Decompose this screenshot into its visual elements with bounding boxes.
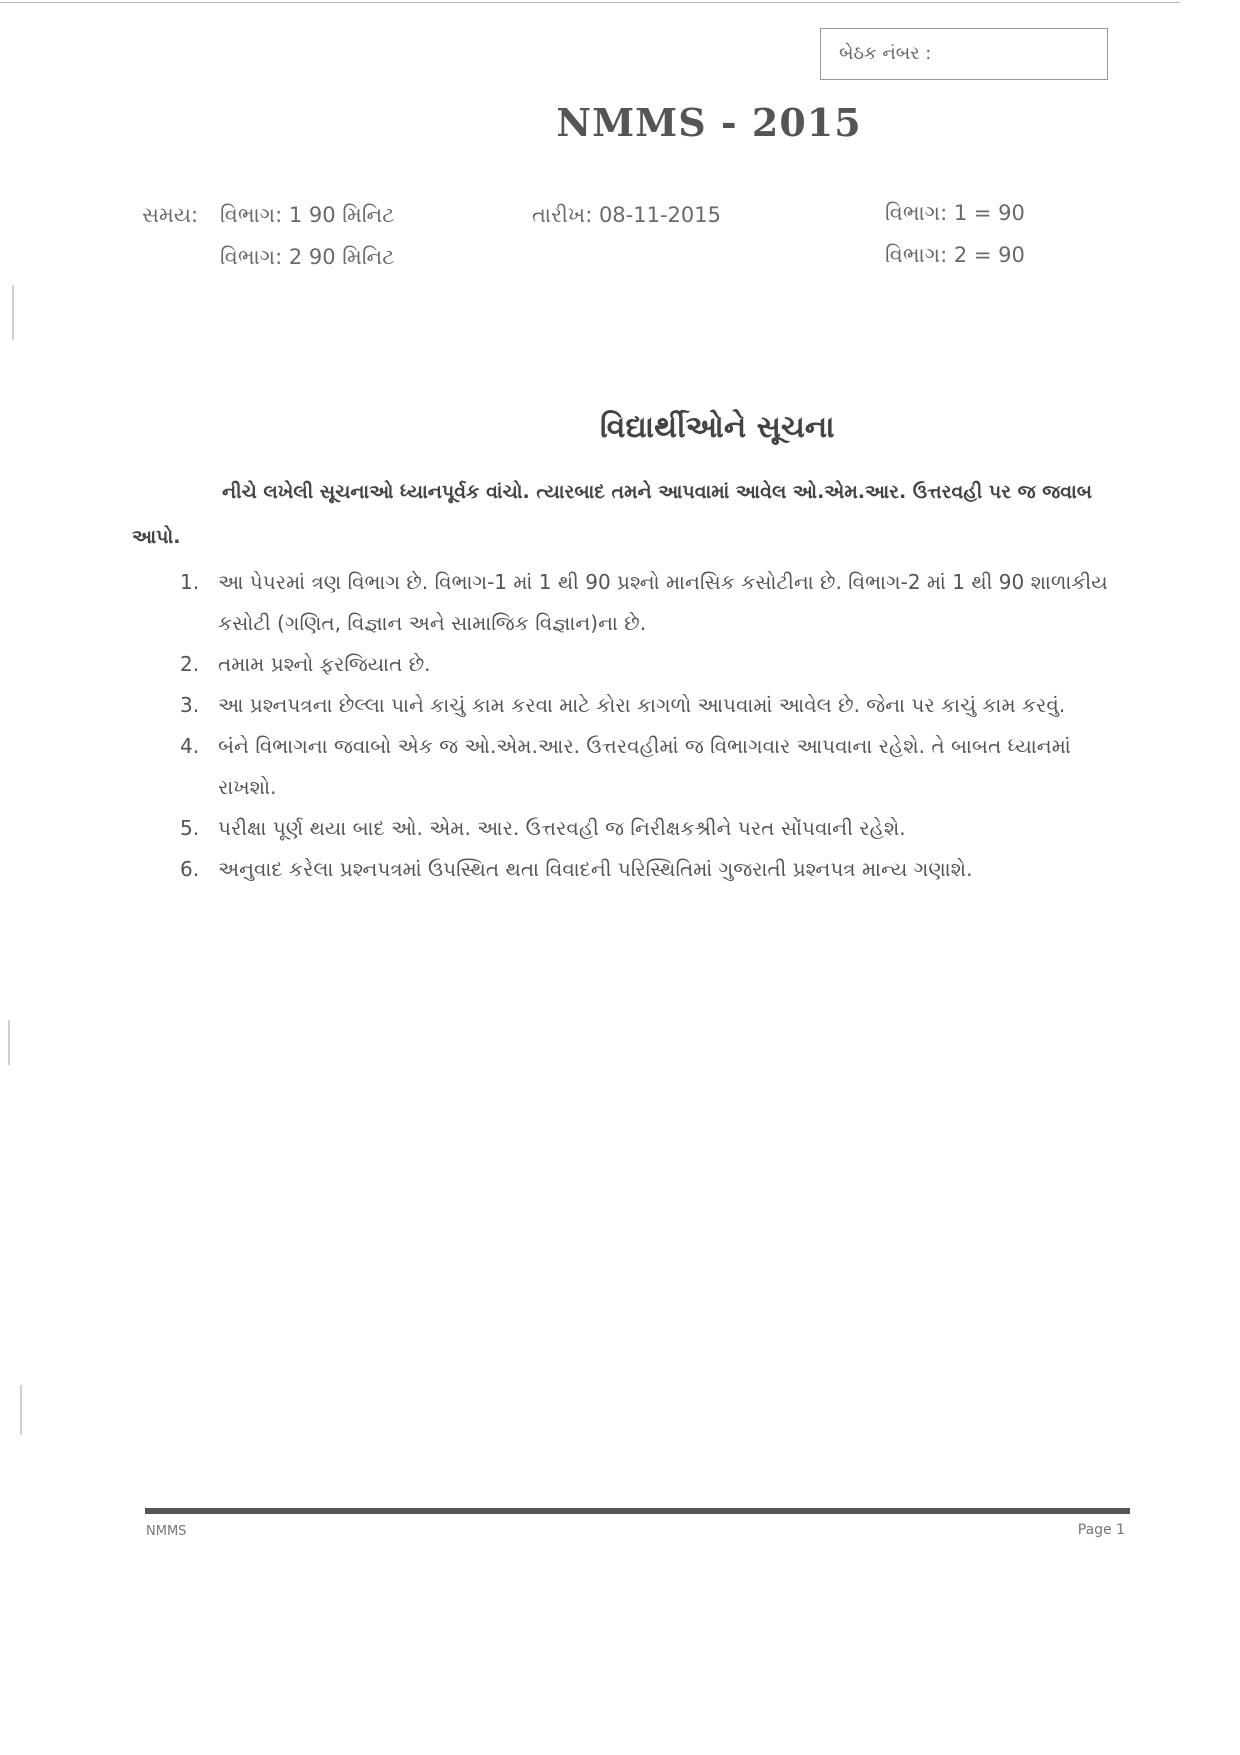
instruction-number: 2. — [180, 652, 200, 676]
intro-paragraph: નીચે લખેલી સૂચનાઓ ધ્યાનપૂર્વક વાંચો. ત્યારબાદ તમને આપવામાં આવેલ ઓ.એમ.આર. ઉત્તરવહી પર જ જવાબ આપો. — [132, 481, 1092, 548]
instruction-item — [180, 726, 1130, 808]
section2-time: વિભાગ: 2 90 મિનિટ — [220, 245, 395, 269]
top-edge-line — [0, 2, 1180, 3]
scan-mark — [8, 1020, 10, 1065]
instruction-number: 5. — [180, 816, 200, 840]
page-number: Page 1 — [1077, 1522, 1125, 1538]
instruction-item — [180, 849, 1130, 890]
instructions-heading: વિદ્યાર્થીઓને સૂચના — [600, 410, 835, 445]
section1-marks: વિભાગ: 1 = 90 — [885, 201, 1025, 225]
instruction-text: તમામ પ્રશ્નો ફરજિયાત છે. — [218, 652, 431, 676]
footer-label: NMMS — [146, 1524, 187, 1539]
instruction-number: 1. — [180, 570, 200, 594]
page-title: NMMS - 2015 — [556, 100, 862, 145]
instruction-text: અનુવાદ કરેલા પ્રશ્નપત્રમાં ઉપસ્થિત થતા વિવાદની પરિસ્થિતિમાં ગુજરાતી પ્રશ્નપત્ર માન્ય ગણાશે. — [218, 857, 973, 881]
instruction-number: 6. — [180, 857, 200, 881]
scan-mark — [20, 1385, 22, 1435]
instruction-item — [180, 808, 1130, 849]
section2-marks: વિભાગ: 2 = 90 — [885, 243, 1025, 267]
instruction-text: બંને વિભાગના જવાબો એક જ ઓ.એમ.આર. ઉત્તરવહીમાં જ વિભાગવાર આપવાના રહેશે. તે બાબત ધ્યાનમાં રાખશો. — [218, 734, 1071, 799]
scan-mark — [12, 285, 14, 340]
instruction-item — [180, 644, 1130, 685]
time-label: સમય: — [142, 203, 199, 227]
instruction-item — [180, 562, 1130, 644]
footer-rule — [145, 1508, 1130, 1514]
instruction-number: 4. — [180, 734, 200, 758]
seat-number-label: બેઠક નંબર : — [839, 43, 932, 64]
instruction-number: 3. — [180, 693, 200, 717]
instruction-text: આ પેપરમાં ત્રણ વિભાગ છે. વિભાગ-1 માં 1 થી 90 પ્રશ્નો માનસિક કસોટીના છે. વિભાગ-2 માં 1 થી 90 શાળાકીય કસોટી (ગણિત, વિજ્ઞાન અને સામાજિક વિજ્ઞાન)ના છે. — [218, 570, 1108, 635]
instruction-text: આ પ્રશ્નપત્રના છેલ્લા પાને કાચું કામ કરવા માટે કોરા કાગળો આપવામાં આવેલ છે. જેના પર કાચું કામ કરવું. — [218, 693, 1066, 717]
instructions-list — [180, 562, 1130, 890]
exam-date: તારીખ: 08-11-2015 — [532, 203, 721, 227]
instruction-item — [180, 685, 1130, 726]
section1-time: વિભાગ: 1 90 મિનિટ — [220, 203, 395, 227]
instruction-text: પરીક્ષા પૂર્ણ થયા બાદ ઓ. એમ. આર. ઉત્તરવહી જ નિરીક્ષકશ્રીને પરત સોંપવાની રહેશે. — [218, 816, 906, 840]
seat-number-box — [820, 28, 1108, 80]
